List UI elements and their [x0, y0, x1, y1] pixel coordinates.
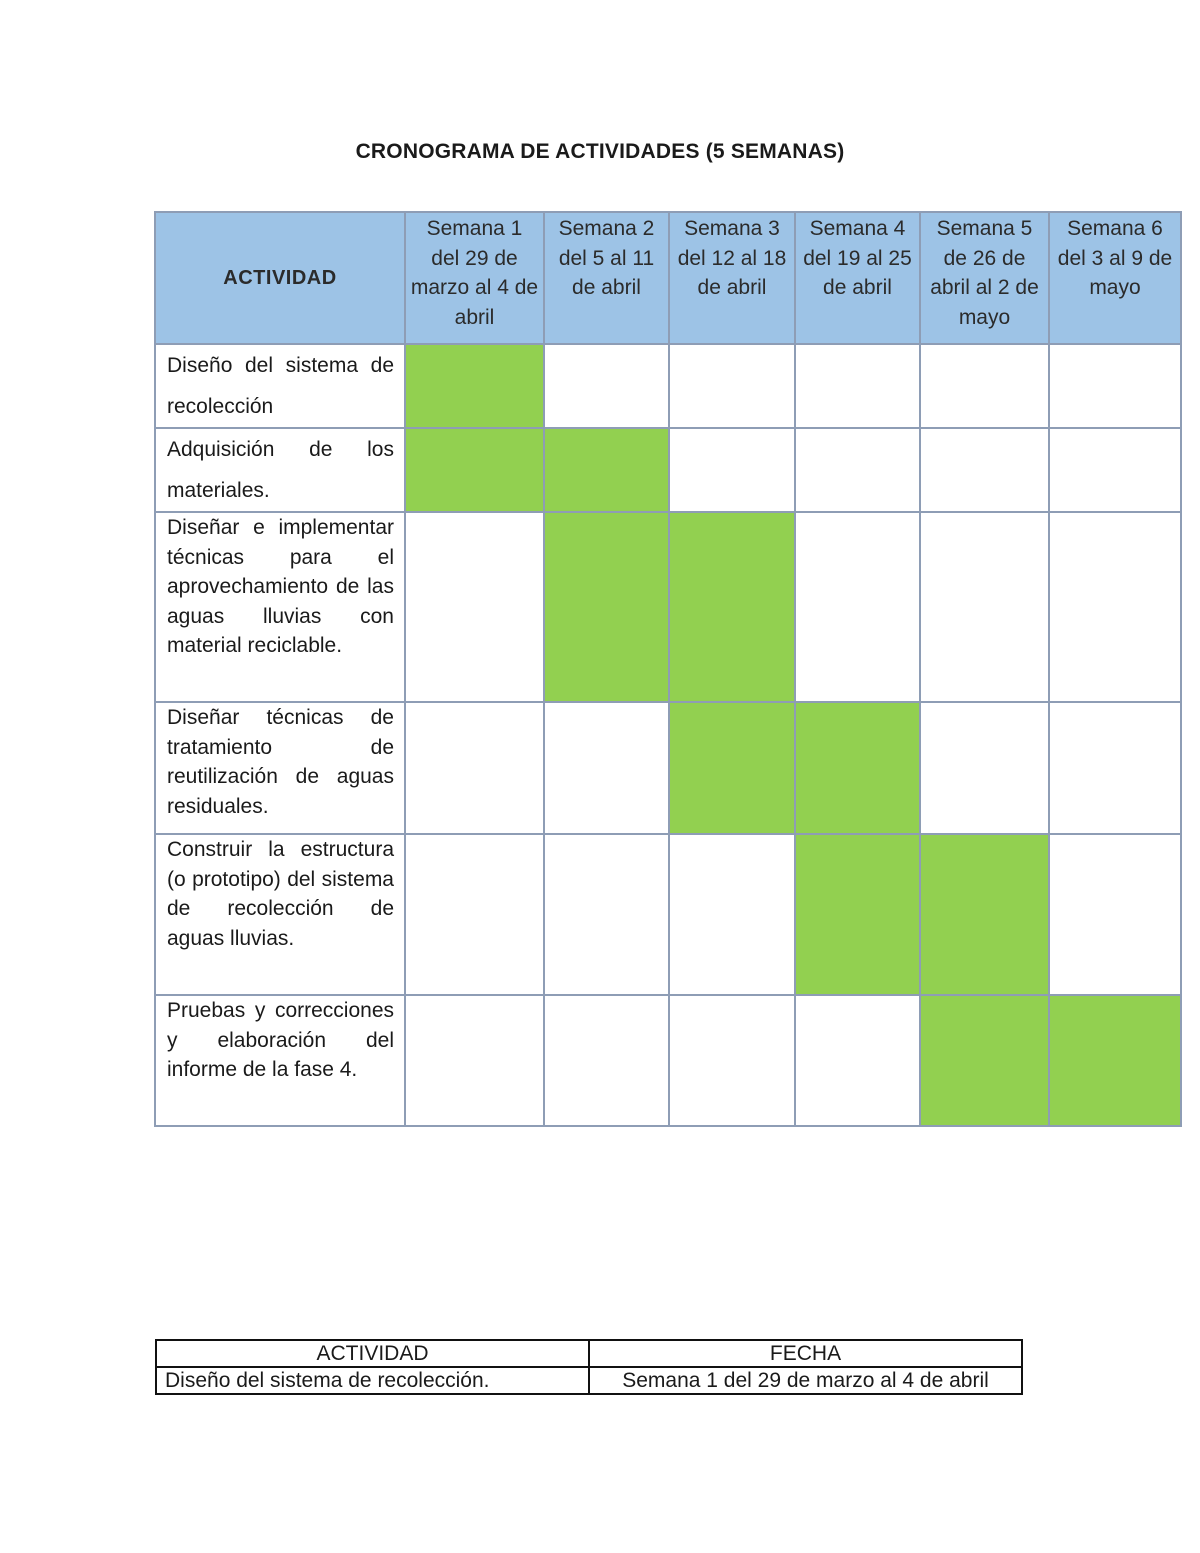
activity-name: Diseñar e implementar técnicas para el aprovechamiento de las aguas lluvias con material reciclable.: [155, 512, 405, 702]
summary-date-header: FECHA: [589, 1340, 1022, 1367]
summary-date-cell: Semana 1 del 29 de marzo al 4 de abril: [589, 1367, 1022, 1394]
schedule-header-row: [155, 212, 1181, 344]
summary-activity-cell: Diseño del sistema de recolección.: [156, 1367, 589, 1394]
week-cell: [920, 428, 1049, 512]
week-cell: [920, 512, 1049, 702]
week-cell: [920, 702, 1049, 834]
week-cell: [795, 344, 920, 428]
week-cell: [920, 834, 1049, 995]
week-cell: [920, 995, 1049, 1126]
week-cell: [544, 834, 669, 995]
week-cell: [920, 344, 1049, 428]
activity-name: Adquisición de los materiales.: [155, 428, 405, 512]
week-cell: [405, 428, 544, 512]
week-cell: [405, 512, 544, 702]
summary-activity-header: ACTIVIDAD: [156, 1340, 589, 1367]
activity-row: [155, 995, 1181, 1126]
week-header-5: Semana 5 de 26 de abril al 2 de mayo: [920, 212, 1049, 344]
week-cell: [795, 995, 920, 1126]
week-header-2: Semana 2 del 5 al 11 de abril: [544, 212, 669, 344]
week-cell: [669, 512, 795, 702]
week-cell: [669, 702, 795, 834]
week-cell: [795, 428, 920, 512]
week-cell: [795, 512, 920, 702]
week-header-3: Semana 3 del 12 al 18 de abril: [669, 212, 795, 344]
summary-header-row: [156, 1340, 1022, 1367]
week-cell: [795, 702, 920, 834]
summary-row: [156, 1367, 1022, 1394]
week-header-6: Semana 6 del 3 al 9 de mayo: [1049, 212, 1181, 344]
week-cell: [544, 512, 669, 702]
activity-column-header: ACTIVIDAD: [155, 212, 405, 344]
activity-row: [155, 344, 1181, 428]
week-cell: [669, 344, 795, 428]
week-cell: [1049, 512, 1181, 702]
week-cell: [669, 428, 795, 512]
week-header-1: Semana 1 del 29 de marzo al 4 de abril: [405, 212, 544, 344]
week-cell: [1049, 702, 1181, 834]
week-cell: [405, 995, 544, 1126]
week-cell: [669, 995, 795, 1126]
week-header-4: Semana 4 del 19 al 25 de abril: [795, 212, 920, 344]
week-cell: [544, 702, 669, 834]
activity-row: [155, 512, 1181, 702]
week-cell: [1049, 428, 1181, 512]
summary-table: [155, 1339, 1023, 1395]
schedule-table: [154, 211, 1182, 1127]
activity-name: Pruebas y correcciones y elaboración del informe de la fase 4.: [155, 995, 405, 1126]
week-cell: [669, 834, 795, 995]
week-cell: [544, 995, 669, 1126]
week-cell: [795, 834, 920, 995]
week-cell: [544, 428, 669, 512]
week-cell: [1049, 995, 1181, 1126]
week-cell: [405, 344, 544, 428]
week-cell: [405, 834, 544, 995]
activity-name: Construir la estructura (o prototipo) del sistema de recolección de aguas lluvias.: [155, 834, 405, 995]
week-cell: [544, 344, 669, 428]
week-cell: [405, 702, 544, 834]
activity-row: [155, 702, 1181, 834]
week-cell: [1049, 344, 1181, 428]
activity-row: [155, 834, 1181, 995]
activity-name: Diseñar técnicas de tratamiento de reutilización de aguas residuales.: [155, 702, 405, 834]
activity-row: [155, 428, 1181, 512]
activity-name: Diseño del sistema de recolección: [155, 344, 405, 428]
page-title: CRONOGRAMA DE ACTIVIDADES (5 SEMANAS): [355, 140, 845, 163]
week-cell: [1049, 834, 1181, 995]
